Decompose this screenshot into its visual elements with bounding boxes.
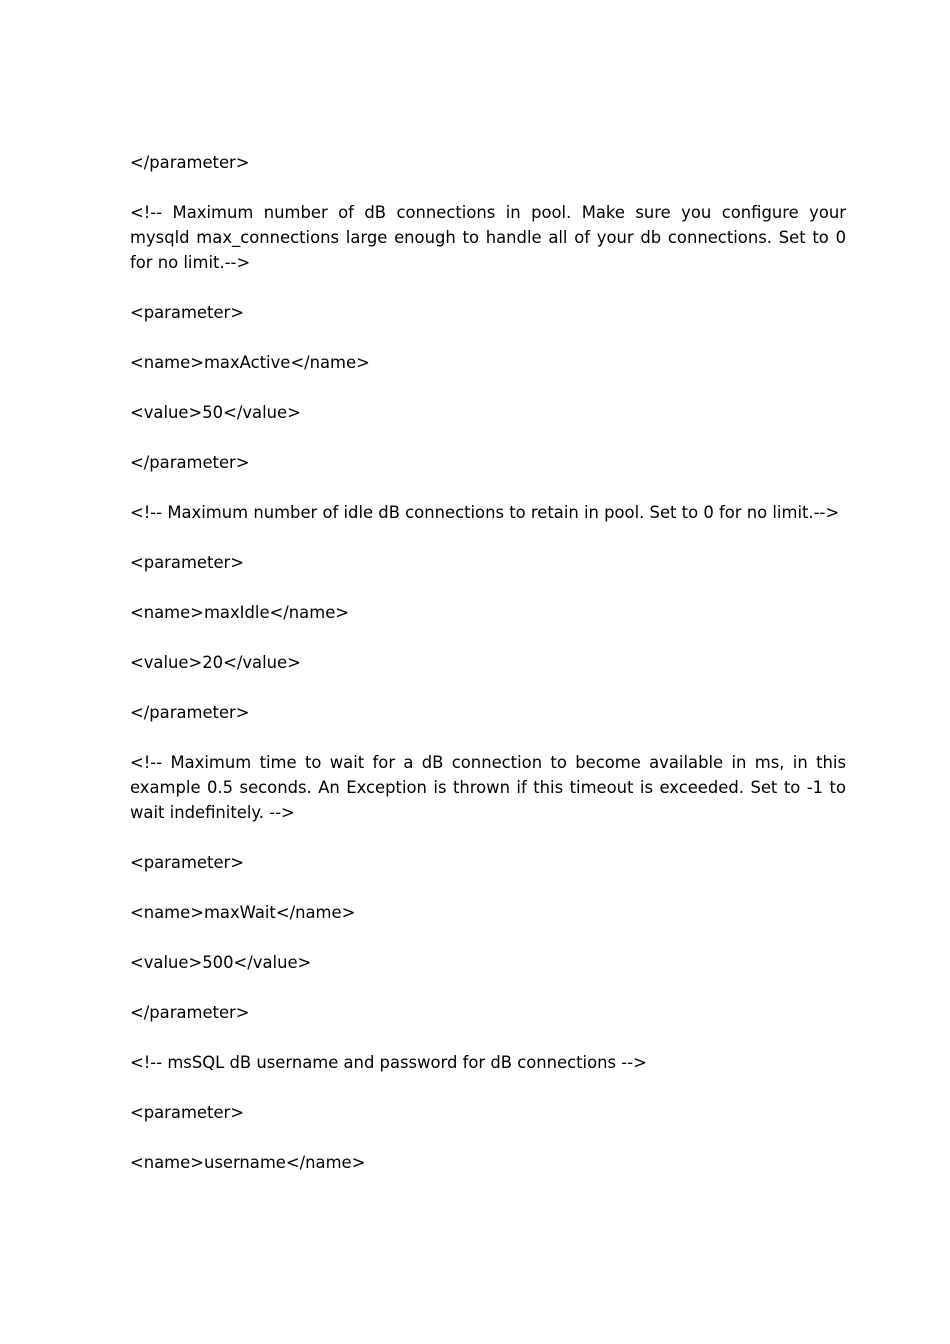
xml-comment: <!-- msSQL dB username and password for dB connections --> <box>130 1053 647 1072</box>
xml-opening-tag: <parameter> <box>130 553 244 572</box>
xml-comment: <!-- Maximum number of idle dB connections to retain in pool. Set to 0 for no limit.--> <box>130 503 840 522</box>
xml-closing-tag: </parameter> <box>130 453 250 472</box>
xml-value-element: <value>20</value> <box>130 653 301 672</box>
xml-comment: <!-- Maximum number of dB connections in pool. Make sure you configure your mysqld max_connections large enough to handle all of your db connections. Set to 0 for no limit.--> <box>130 203 846 272</box>
xml-closing-tag: </parameter> <box>130 153 250 172</box>
xml-closing-tag: </parameter> <box>130 703 250 722</box>
xml-value-element: <value>500</value> <box>130 953 312 972</box>
xml-closing-tag: </parameter> <box>130 1003 250 1022</box>
xml-name-element: <name>maxIdle</name> <box>130 603 350 622</box>
document-body <box>130 150 846 1200</box>
xml-value-element: <value>50</value> <box>130 403 301 422</box>
xml-comment: <!-- Maximum time to wait for a dB connection to become available in ms, in this example 0.5 seconds. An Exception is thrown if this timeout is exceeded. Set to -1 to wait indefinitely. --> <box>130 753 846 822</box>
xml-opening-tag: <parameter> <box>130 853 244 872</box>
xml-name-element: <name>username</name> <box>130 1153 366 1172</box>
xml-opening-tag: <parameter> <box>130 303 244 322</box>
xml-opening-tag: <parameter> <box>130 1103 244 1122</box>
xml-name-element: <name>maxWait</name> <box>130 903 356 922</box>
xml-name-element: <name>maxActive</name> <box>130 353 370 372</box>
